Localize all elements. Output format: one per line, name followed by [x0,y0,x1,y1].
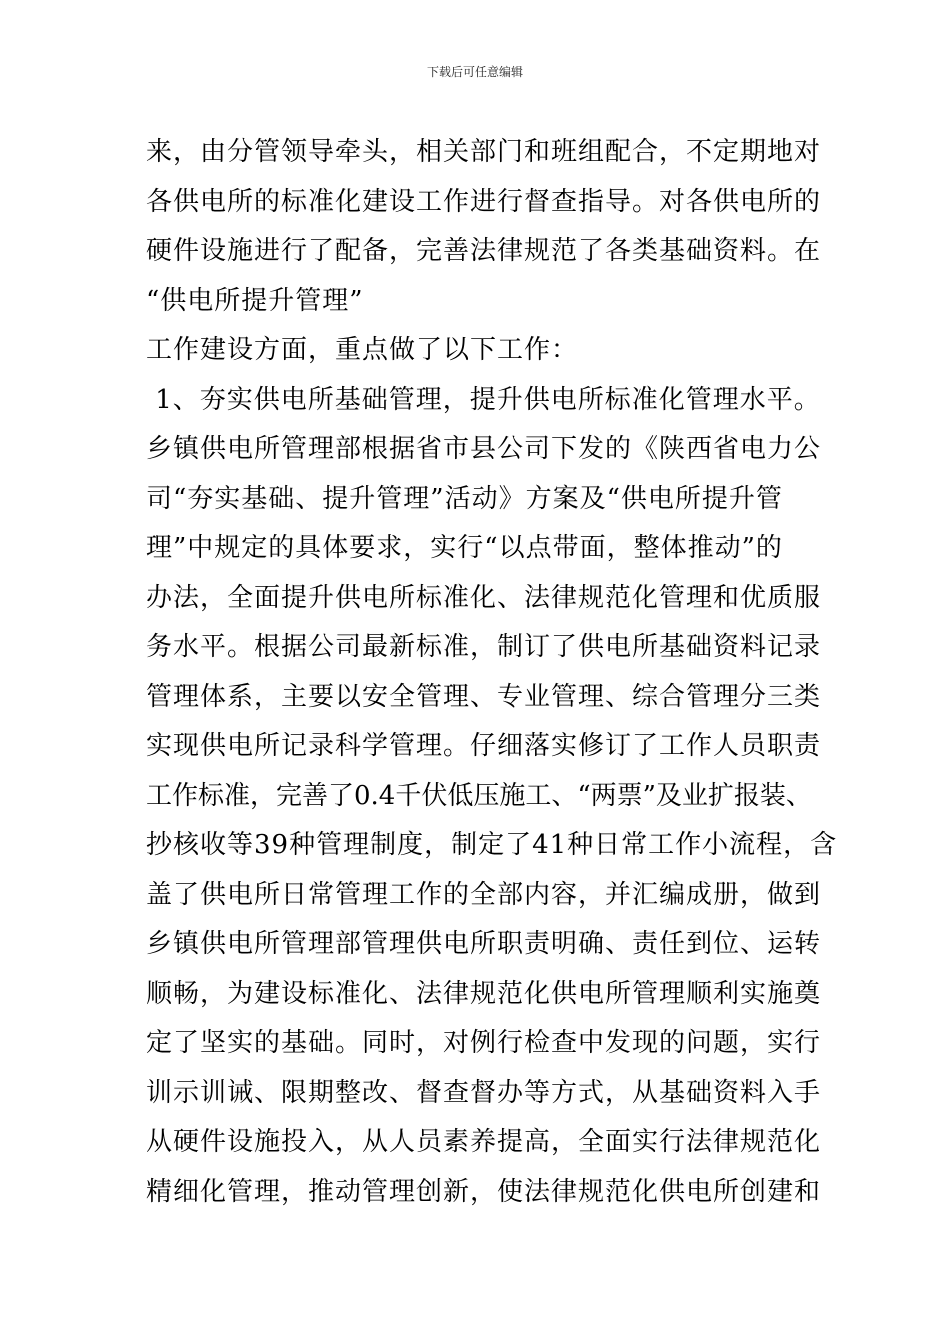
text-line: 来，由分管领导牵头，相关部门和班组配合，不定期地对 [146,137,822,167]
text-line: 乡镇供电所管理部根据省市县公司下发的《陕西省电力公 [146,434,822,464]
text-line: 从硬件设施投入，从人员素养提高，全面实行法律规范化 [146,1127,822,1157]
text-line: 乡镇供电所管理部管理供电所职责明确、责任到位、运转 [146,929,822,959]
text-line: 工作标准，完善了0.4千伏低压施工、“两票”及业扩报装、 [146,780,812,811]
page-header: 下载后可任意编辑 [426,65,523,79]
text-line: 1、夯实供电所基础管理，提升供电所标准化管理水平。 [146,384,821,415]
text-line: 司“夯实基础、提升管理”活动》方案及“供电所提升管 [146,483,783,514]
text-line: 各供电所的标准化建设工作进行督查指导。对各供电所的 [146,186,822,217]
text-line: 训示训诫、限期整改、督查督办等方式，从基础资料入手 [146,1077,822,1108]
document-body [146,128,866,1217]
text-line: 实现供电所记录科学管理。仔细落实修订了工作人员职责 [146,731,822,761]
text-line: 顺畅，为建设标准化、法律规范化供电所管理顺利实施奠 [146,978,822,1009]
text-line: 办法，全面提升供电所标准化、法律规范化管理和优质服 [146,582,822,613]
text-line: 抄核收等39种管理制度，制定了41种日常工作小流程，含 [146,830,838,860]
text-line: 管理体系，主要以安全管理、专业管理、综合管理分三类 [146,681,822,712]
text-line: 精细化管理，推动管理创新，使法律规范化供电所创建和 [146,1176,822,1207]
text-line: “供电所提升管理” [146,285,364,316]
text-line: 务水平。根据公司最新标准，制订了供电所基础资料记录 [146,632,822,662]
text-line: 理”中规定的具体要求，实行“以点带面，整体推动”的 [146,533,783,563]
text-line: 工作建设方面，重点做了以下工作： [146,335,579,365]
text-line: 定了坚实的基础。同时，对例行检查中发现的问题，实行 [146,1028,822,1058]
text-line: 盖了供电所日常管理工作的全部内容，并汇编成册，做到 [146,879,822,910]
text-line: 硬件设施进行了配备，完善法律规范了各类基础资料。在 [146,236,822,266]
